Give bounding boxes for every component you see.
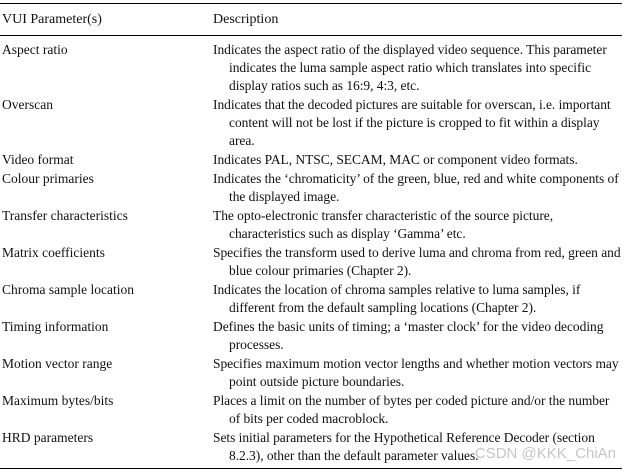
- parameter-cell: Timing information: [2, 319, 109, 334]
- parameter-cell: Transfer characteristics: [2, 208, 128, 223]
- description-cell: Specifies maximum motion vector lengths and whether motion vectors may point outside picture boundaries.: [213, 356, 619, 389]
- parameter-cell: Colour primaries: [2, 171, 94, 186]
- table-row: [0, 244, 622, 280]
- description-cell: Defines the basic units of timing; a ‘master clock’ for the video decoding processes.: [213, 319, 604, 352]
- parameter-cell: Overscan: [2, 97, 53, 112]
- table-row: [0, 318, 622, 354]
- table-row: [0, 151, 622, 169]
- table-row: [0, 207, 622, 243]
- description-cell: Sets initial parameters for the Hypothetical Reference Decoder (section 8.2.3), other than the default parameter values.: [213, 430, 595, 463]
- table-row: [0, 96, 622, 150]
- table-bottom-rule: [0, 468, 622, 469]
- description-cell: Specifies the transform used to derive luma and chroma from red, green and blue colour primaries (Chapter 2).: [213, 245, 621, 278]
- description-cell: The opto-electronic transfer characteristic of the source picture, characteristics such as display ‘Gamma’ etc.: [213, 208, 554, 241]
- parameter-cell: Chroma sample location: [2, 282, 134, 297]
- parameter-cell: Matrix coefficients: [2, 245, 105, 260]
- header-parameter: VUI Parameter(s): [2, 12, 102, 27]
- table-top-rule: [0, 3, 622, 4]
- description-cell: Indicates the aspect ratio of the displayed video sequence. This parameter indicates the luma sample aspect ratio which translates into specific display ratios such as 16:9, 4:3, etc.: [213, 42, 607, 93]
- parameter-cell: Aspect ratio: [2, 42, 68, 57]
- table-row: [0, 355, 622, 391]
- table-row: [0, 41, 622, 95]
- table-header-rule: [0, 35, 622, 36]
- watermark: CSDN @KKK_ChiAn: [474, 445, 616, 462]
- description-cell: Indicates PAL, NTSC, SECAM, MAC or component video formats.: [213, 152, 578, 167]
- parameter-cell: HRD parameters: [2, 430, 94, 445]
- parameter-cell: Motion vector range: [2, 356, 113, 371]
- table-row: [0, 281, 622, 317]
- description-cell: Indicates the ‘chromaticity’ of the green, blue, red and white components of the displayed image.: [213, 171, 619, 204]
- table-row: [0, 392, 622, 428]
- table-row: [0, 170, 622, 206]
- description-cell: Indicates the location of chroma samples relative to luma samples, if different from the default sampling locations (Chapter 2).: [213, 282, 581, 315]
- parameter-cell: Maximum bytes/bits: [2, 393, 114, 408]
- description-cell: Places a limit on the number of bytes per coded picture and/or the number of bits per coded macroblock.: [213, 393, 610, 426]
- description-cell: Indicates that the decoded pictures are suitable for overscan, i.e. important content will not be lost if the picture is cropped to fit within a display area.: [213, 97, 611, 148]
- header-description: Description: [213, 12, 279, 27]
- parameter-cell: Video format: [2, 152, 74, 167]
- table-body: [0, 41, 622, 466]
